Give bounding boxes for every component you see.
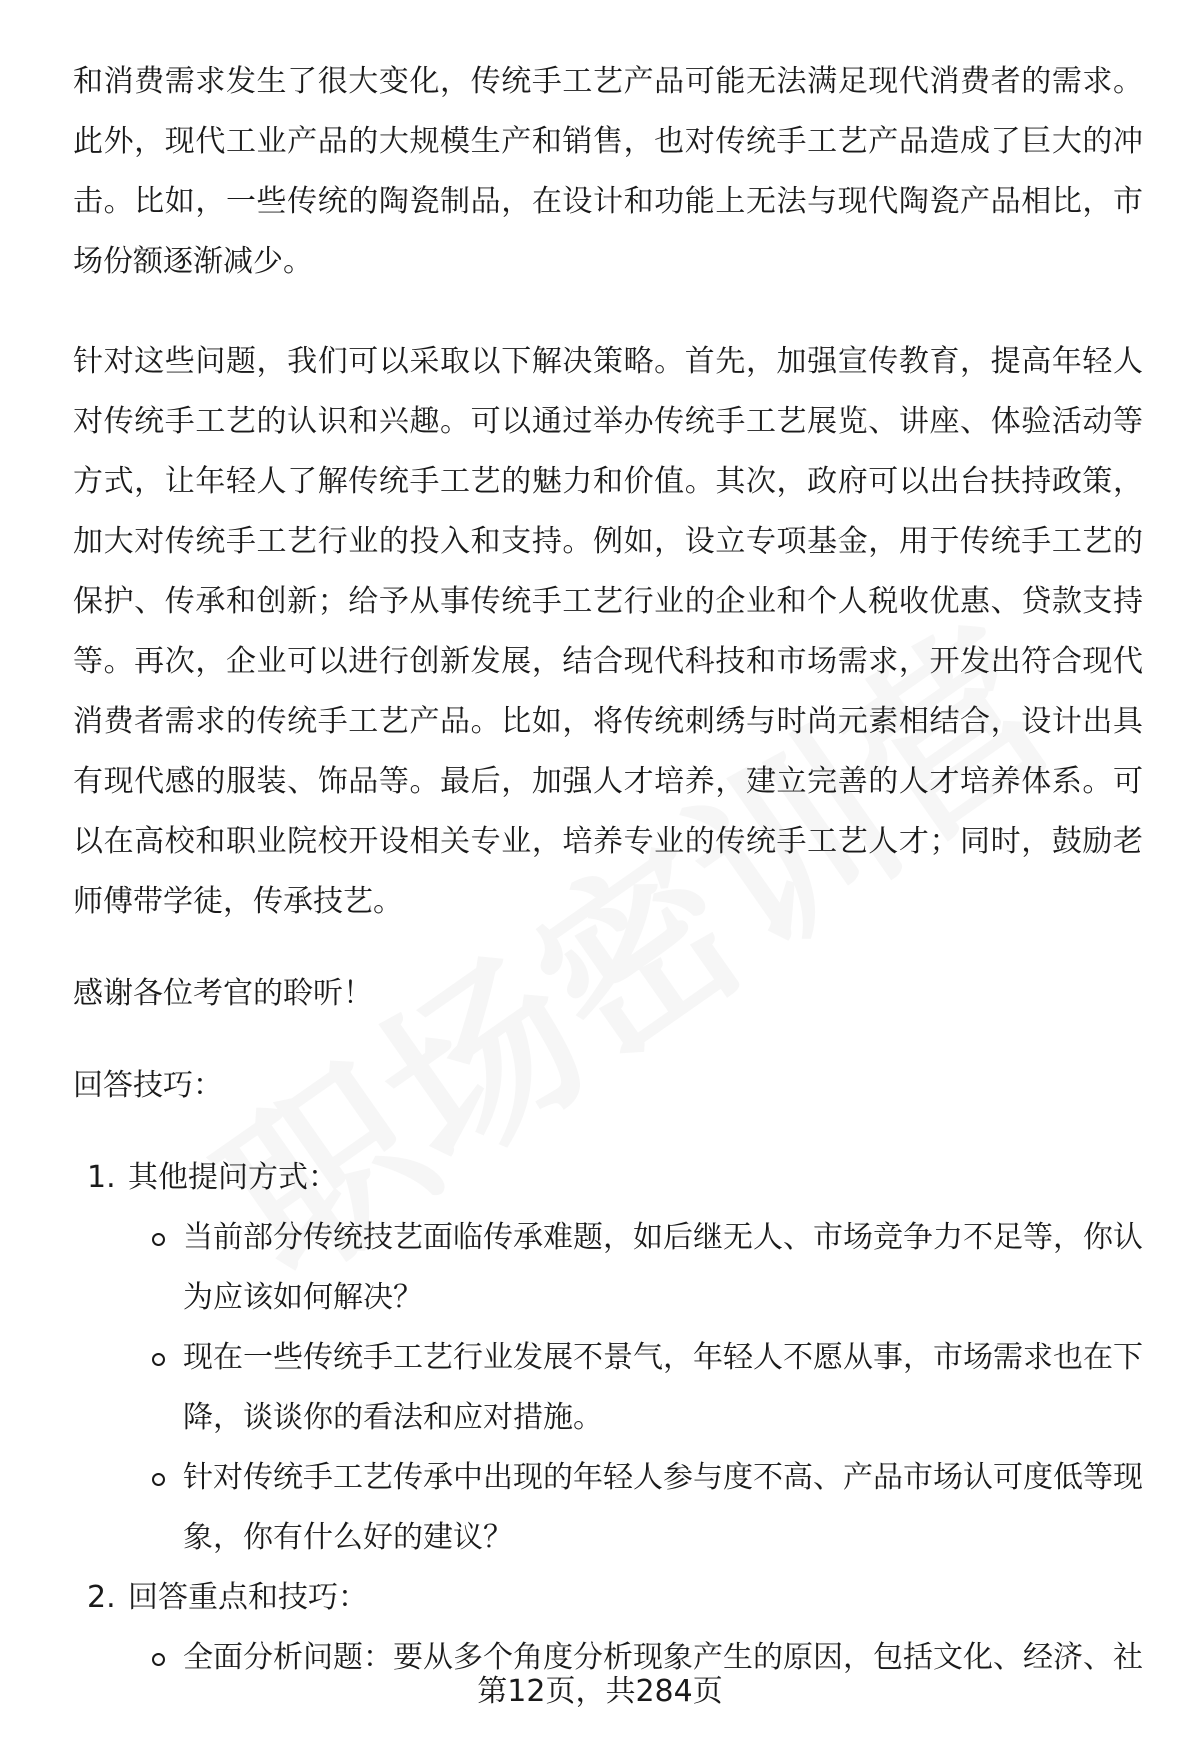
sub-list-item: 全面分析问题：要从多个角度分析现象产生的原因，包括文化、经济、社 [128, 1628, 1143, 1688]
list-number: 1. [87, 1160, 116, 1195]
paragraph-strategies: 针对这些问题，我们可以采取以下解决策略。首先，加强宣传教育，提高年轻人对传统手工艺的认识和兴趣。可以通过举办传统手工艺展览、讲座、体验活动等方式，让年轻人了解传统手工艺的魅力和价值。其次，政府可以出台扶持政策，加大对传统手工艺行业的投入和支持。例如，设立专项基金，用于传统手工艺的保护、传承和创新；给予从事传统手工艺行业的企业和个人税收优惠、贷款支持等。再次，企业可以进行创新发展，结合现代科技和市场需求，开发出符合现代消费者需求的传统手工艺产品。比如，将传统刺绣与时尚元素相结合，设计出具有现代感的服装、饰品等。最后，加强人才培养，建立完善的人才培养体系。可以在高校和职业院校开设相关专业，培养专业的传统手工艺人才；同时，鼓励老师傅带学徒，传承技艺。 [73, 344, 1143, 919]
list-item-title: 回答重点和技巧： [128, 1580, 368, 1615]
sub-list [128, 1208, 1143, 1568]
paragraph-tips-heading: 回答技巧： [73, 1068, 223, 1103]
document-body [73, 52, 1143, 1688]
paragraph-thanks: 感谢各位考官的聆听！ [73, 976, 373, 1011]
tips-list-item [73, 1148, 1143, 1568]
list-item-title: 其他提问方式： [128, 1160, 338, 1195]
sub-list-item: 现在一些传统手工艺行业发展不景气，年轻人不愿从事，市场需求也在下降，谈谈你的看法和应对措施。 [128, 1328, 1143, 1448]
sub-list-item: 针对传统手工艺传承中出现的年轻人参与度不高、产品市场认可度低等现象，你有什么好的建议？ [128, 1448, 1143, 1568]
sub-list-item: 当前部分传统技艺面临传承难题，如后继无人、市场竞争力不足等，你认为应该如何解决？ [128, 1208, 1143, 1328]
paragraph-causes: 和消费需求发生了很大变化，传统手工艺产品可能无法满足现代消费者的需求。此外，现代工业产品的大规模生产和销售，也对传统手工艺产品造成了巨大的冲击。比如，一些传统的陶瓷制品，在设计和功能上无法与现代陶瓷产品相比，市场份额逐渐减少。 [73, 64, 1143, 279]
tips-list [73, 1148, 1143, 1688]
page-footer: 第12页，共284页 [477, 1674, 723, 1709]
list-number: 2. [87, 1580, 116, 1615]
tips-list-item [73, 1568, 1143, 1688]
